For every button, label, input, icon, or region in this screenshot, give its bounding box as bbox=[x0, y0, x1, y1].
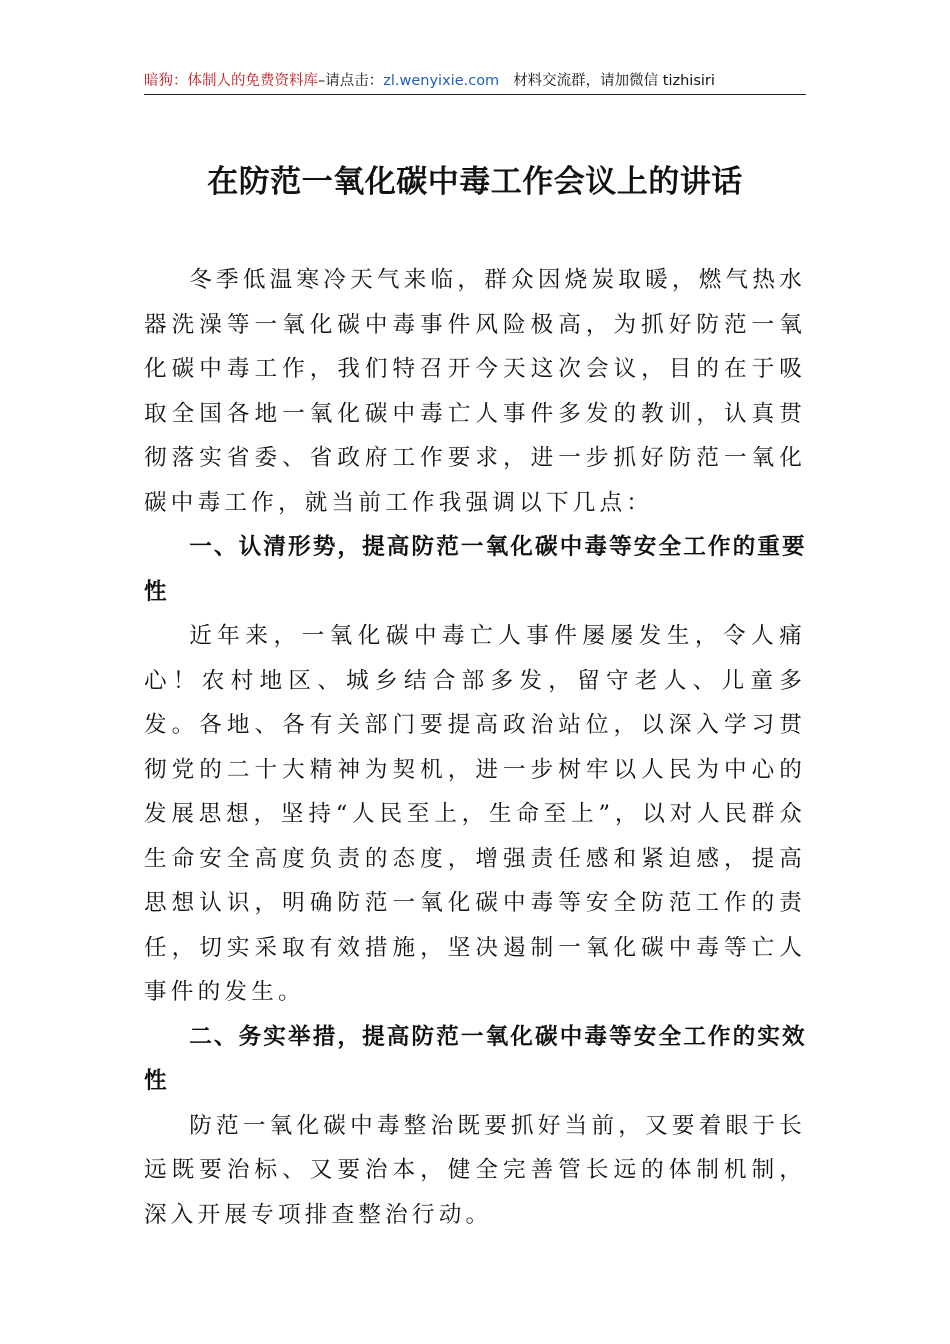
document-body bbox=[144, 258, 806, 1237]
section-1-paragraph: 近年来，一氧化碳中毒亡人事件屡屡发生，令人痛心！农村地区、城乡结合部多发，留守老人、儿童多发。各地、各有关部门要提高政治站位，以深入学习贯彻党的二十大精神为契机，进一步树牢以人民为中心的发展思想，坚持“人民至上，生命至上”，以对人民群众生命安全高度负责的态度，增强责任感和紧迫感，提高思想认识，明确防范一氧化碳中毒等安全防范工作的责任，切实采取有效措施，坚决遏制一氧化碳中毒等亡人事件的发生。 bbox=[144, 623, 806, 1005]
header-promo: 暗狗：体制人的免费资料库 bbox=[144, 73, 318, 89]
header-contact: 材料交流群，请加微信 tizhisiri bbox=[513, 73, 715, 89]
section-1-heading: 一、认清形势，提高防范一氧化碳中毒等安全工作的重要性 bbox=[144, 534, 806, 605]
header-click-label: –请点击： bbox=[318, 73, 384, 89]
page-header bbox=[144, 68, 806, 95]
section-2-paragraph: 防范一氧化碳中毒整治既要抓好当前，又要着眼于长远既要治标、又要治本，健全完善管长远的体制机制，深入开展专项排查整治行动。 bbox=[144, 1112, 806, 1228]
header-link[interactable]: zl.wenyixie.com bbox=[383, 73, 500, 89]
section-2-heading: 二、务实举措，提高防范一氧化碳中毒等安全工作的实效性 bbox=[144, 1023, 806, 1094]
intro-paragraph: 冬季低温寒冷天气来临，群众因烧炭取暖，燃气热水器洗澡等一氧化碳中毒事件风险极高，为抓好防范一氧化碳中毒工作，我们特召开今天这次会议，目的在于吸取全国各地一氧化碳中毒亡人事件多发的教训，认真贯彻落实省委、省政府工作要求，进一步抓好防范一氧化碳中毒工作，就当前工作我强调以下几点： bbox=[144, 267, 806, 516]
document-title: 在防范一氧化碳中毒工作会议上的讲话 bbox=[207, 164, 743, 200]
